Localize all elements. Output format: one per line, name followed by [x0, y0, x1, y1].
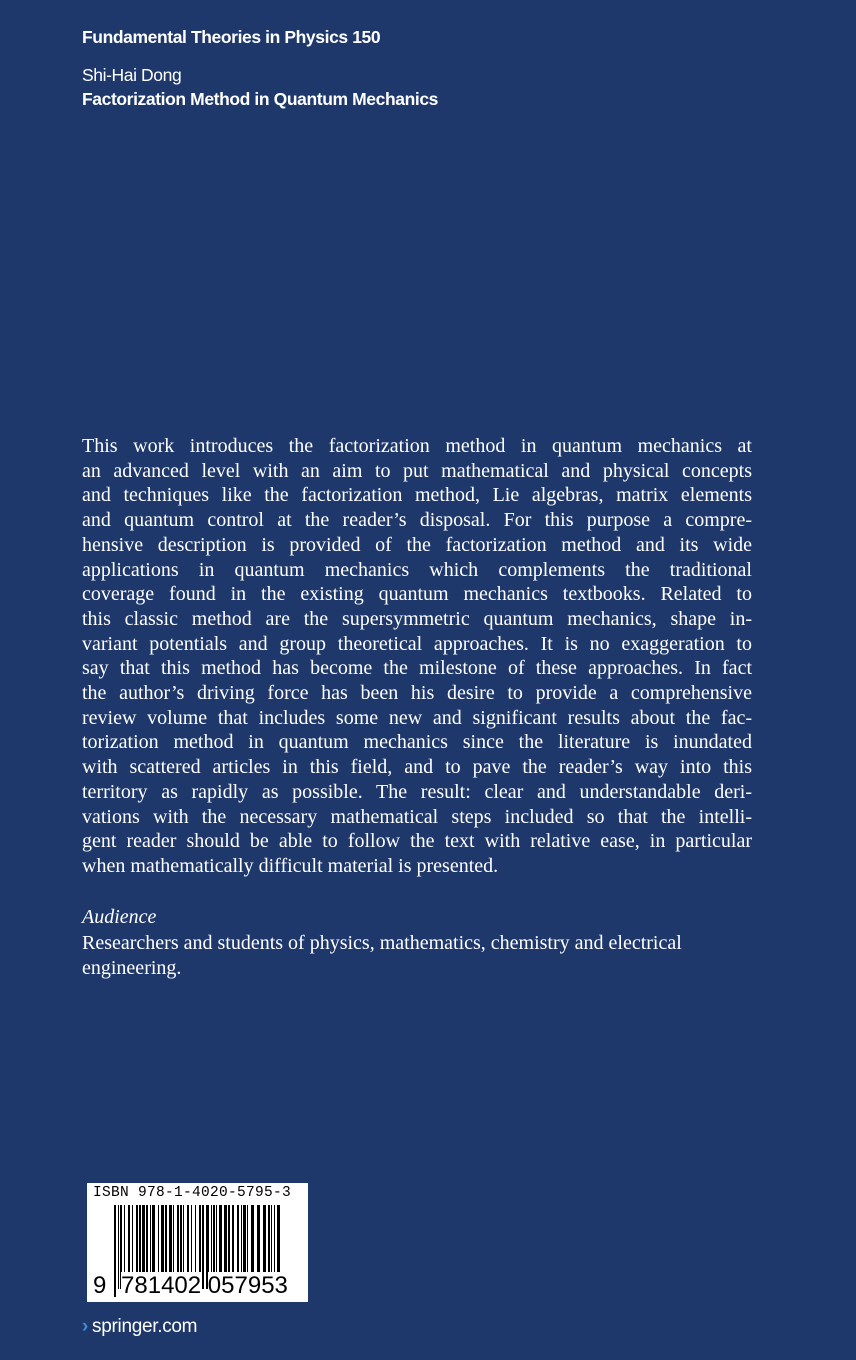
description-line: vations with the necessary mathematical steps included so that the intelli-	[82, 805, 752, 828]
series-title: Fundamental Theories in Physics 150	[82, 27, 381, 47]
audience-heading: Audience	[82, 906, 157, 928]
description-line: the author’s driving force has been his desire to provide a comprehensive	[82, 682, 752, 705]
description-line: an advanced level with an aim to put mathematical and physical concepts	[82, 459, 752, 482]
audience-text: Researchers and students of physics, mathematics, chemistry and electrical engineering.	[82, 932, 682, 979]
author-name: Shi-Hai Dong	[82, 65, 182, 85]
description-line: and quantum control at the reader’s disposal. For this purpose a compre-	[82, 509, 752, 532]
description-line: territory as rapidly as possible. The result: clear and understandable deri-	[82, 780, 752, 803]
description-line: variant potentials and group theoretical approaches. It is no exaggeration to	[82, 632, 752, 655]
publisher-link-text: springer.com	[92, 1316, 198, 1337]
description-line: when mathematically difficult material is presented.	[82, 854, 499, 877]
description-line: applications in quantum mechanics which complements the traditional	[82, 558, 752, 581]
description-line: and techniques like the factorization method, Lie algebras, matrix elements	[82, 484, 752, 507]
description-line: this classic method are the supersymmetric quantum mechanics, shape in-	[82, 607, 752, 630]
barcode-digits	[93, 1273, 288, 1299]
isbn-barcode	[87, 1183, 308, 1302]
description-line: gent reader should be able to follow the text with relative ease, in particular	[82, 830, 752, 853]
description-line: torization method in quantum mechanics since the literature is inundated	[82, 731, 752, 754]
description-line: review volume that includes some new and significant results about the fac-	[82, 706, 752, 729]
barcode-group-1: 781402	[121, 1272, 202, 1299]
description-paragraph	[82, 434, 752, 879]
barcode-group-2: 057953	[207, 1272, 288, 1299]
description-line: with scattered articles in this field, and to pave the reader’s way into this	[82, 756, 752, 779]
description-line: This work introduces the factorization method in quantum mechanics at	[82, 435, 752, 457]
book-title: Factorization Method in Quantum Mechanics	[82, 89, 438, 109]
chevron-right-icon: ›	[82, 1316, 89, 1337]
description-line: say that this method has become the milestone of these approaches. In fact	[82, 657, 752, 680]
publisher-link[interactable]	[82, 1316, 197, 1338]
barcode-first-digit: 9	[93, 1272, 107, 1299]
isbn-label: ISBN 978-1-4020-5795-3	[93, 1185, 292, 1201]
description-line: coverage found in the existing quantum mechanics textbooks. Related to	[82, 583, 752, 606]
description-line: hensive description is provided of the factorization method and its wide	[82, 533, 752, 556]
